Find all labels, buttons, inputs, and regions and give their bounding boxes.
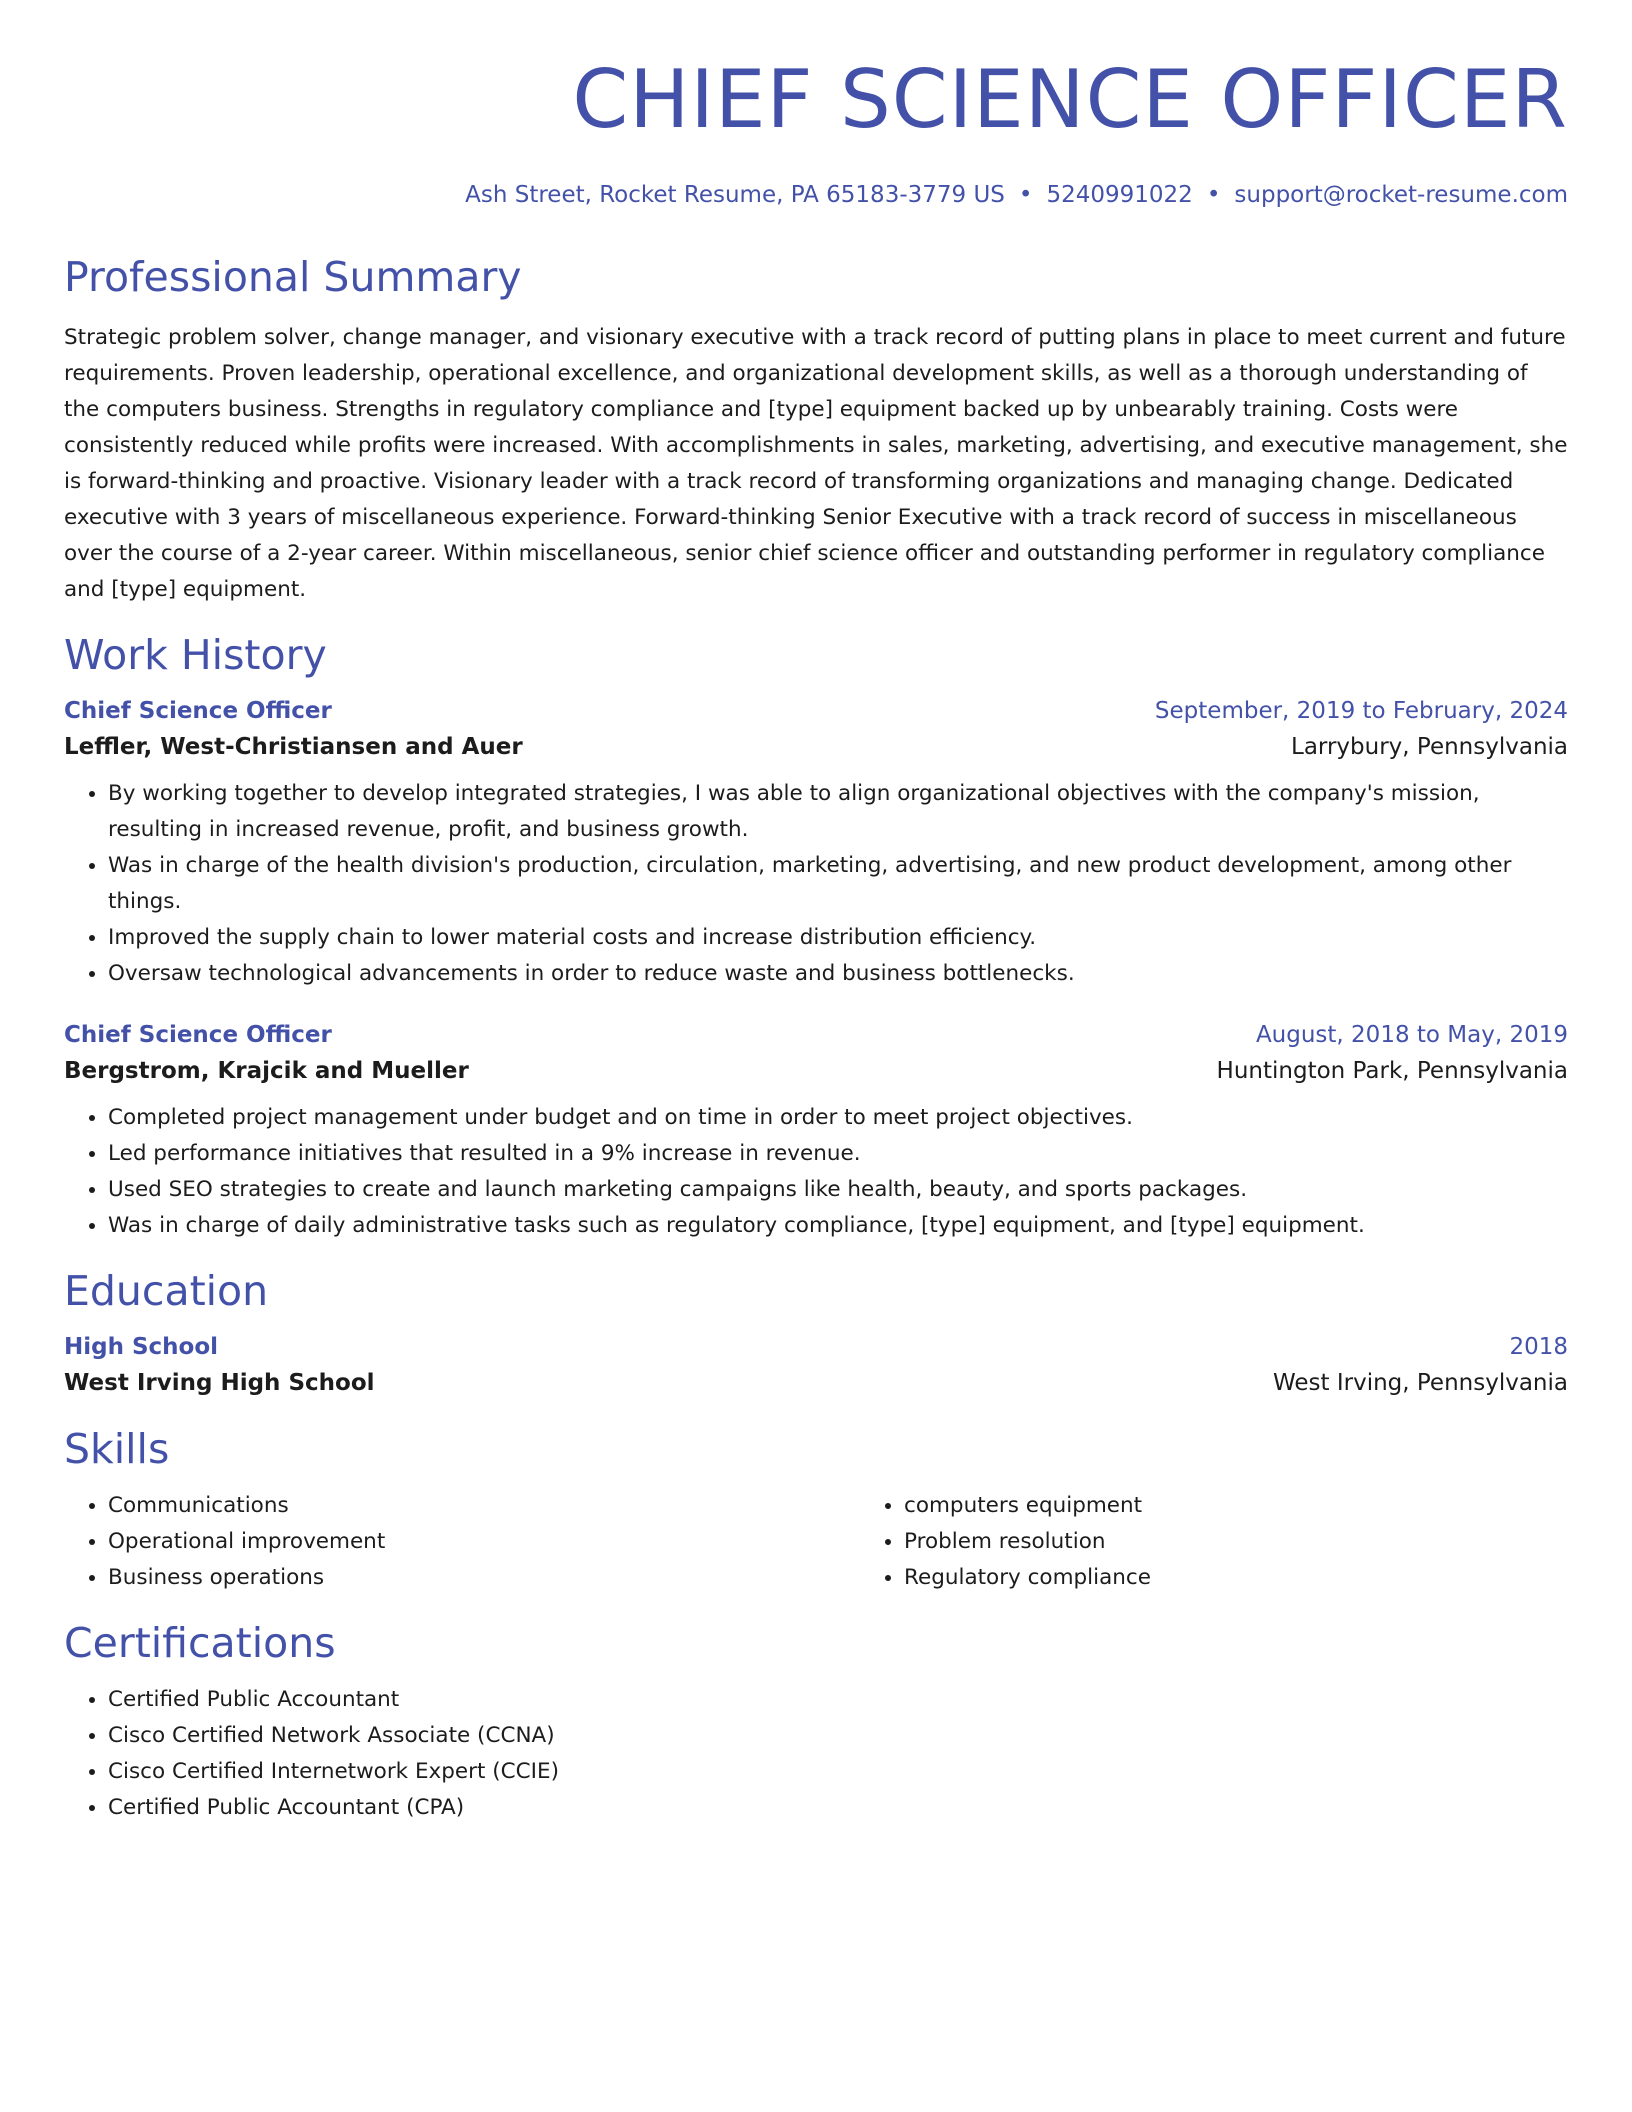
skills-list-right	[860, 1488, 1632, 1596]
education-year: 2018	[1509, 1334, 1568, 1360]
skills-heading: Skills	[64, 1425, 170, 1473]
skill-item: • Problem resolution	[904, 1524, 1632, 1560]
job-location: Huntington Park, Pennsylvania	[1216, 1058, 1568, 1084]
education-header	[64, 1330, 1568, 1364]
contact-address: Ash Street, Rocket Resume, PA 65183-3779 US	[465, 182, 1005, 208]
skill-item: • Operational improvement	[108, 1524, 860, 1560]
contact-phone: 5240991022	[1046, 182, 1193, 208]
job-entry	[64, 1018, 1568, 1244]
summary-heading: Professional Summary	[64, 253, 522, 301]
job-bullet: • Improved the supply chain to lower material costs and increase distribution efficiency.	[108, 920, 1568, 956]
job-bullets	[64, 776, 1568, 992]
job-dates: August, 2018 to May, 2019	[1255, 1022, 1568, 1048]
job-dates: September, 2019 to February, 2024	[1154, 698, 1568, 724]
job-subheader	[64, 1052, 1568, 1090]
certifications-list	[64, 1682, 1568, 1826]
job-bullet: • Used SEO strategies to create and launch marketing campaigns like health, beauty, and sports packages.	[108, 1172, 1568, 1208]
job-location: Larrybury, Pennsylvania	[1291, 734, 1568, 760]
job-title: Chief Science Officer	[64, 698, 332, 724]
job-title: Chief Science Officer	[64, 1022, 332, 1048]
skills-columns	[64, 1488, 1568, 1596]
job-subheader	[64, 728, 1568, 766]
job-bullet: • Completed project management under budget and on time in order to meet project objectives.	[108, 1100, 1568, 1136]
certifications-heading: Certifications	[64, 1619, 336, 1667]
contact-email: support@rocket-resume.com	[1234, 182, 1568, 208]
job-employer: Leffler, West-Christiansen and Auer	[64, 734, 523, 760]
job-header	[64, 694, 1568, 728]
education-heading: Education	[64, 1267, 269, 1315]
summary-text: Strategic problem solver, change manager, and visionary executive with a track record of putting plans in place to meet current and future requirements. Proven leadership, operational excellence, and organizational development skills, as well as a thorough understanding of the computers business. Strengths in regulatory compliance and [type] equipment backed up by unbearably training. Costs were consistently reduced while profits were increased. With accomplishments in sales, marketing, advertising, and executive management, she is forward-thinking and proactive. Visionary leader with a track record of transforming organizations and managing change. Dedicated executive with 3 years of miscellaneous experience. Forward-thinking Senior Executive with a track record of success in miscellaneous over the course of a 2-year career. Within miscellaneous, senior chief science officer and outstanding performer in regulatory compliance and [type] equipment.	[64, 325, 1568, 602]
job-bullet: • Was in charge of daily administrative tasks such as regulatory compliance, [type] equipment, and [type] equipment.	[108, 1208, 1568, 1244]
job-bullet: • By working together to develop integrated strategies, I was able to align organizational objectives with the company's mission, resulting in increased revenue, profit, and business growth.	[108, 776, 1568, 848]
education-location: West Irving, Pennsylvania	[1272, 1370, 1568, 1396]
skills-list-left	[64, 1488, 860, 1596]
education-entry	[64, 1330, 1568, 1402]
resume-title: CHIEF SCIENCE OFFICER	[572, 53, 1568, 146]
certification-item: • Cisco Certified Network Associate (CCNA)	[108, 1718, 1568, 1754]
certification-item: • Cisco Certified Internetwork Expert (CCIE)	[108, 1754, 1568, 1790]
job-bullets	[64, 1100, 1568, 1244]
skill-item: • computers equipment	[904, 1488, 1632, 1524]
skill-item: • Business operations	[108, 1560, 860, 1596]
job-employer: Bergstrom, Krajcik and Mueller	[64, 1058, 469, 1084]
contact-separator: •	[1018, 182, 1033, 208]
education-subheader	[64, 1364, 1568, 1402]
education-degree: High School	[64, 1334, 219, 1360]
job-bullet: • Oversaw technological advancements in order to reduce waste and business bottlenecks.	[108, 956, 1568, 992]
contact-separator: •	[1206, 182, 1221, 208]
certification-item: • Certified Public Accountant (CPA)	[108, 1790, 1568, 1826]
job-bullet: • Led performance initiatives that resulted in a 9% increase in revenue.	[108, 1136, 1568, 1172]
contact-line	[64, 180, 1568, 210]
education-school: West Irving High School	[64, 1370, 375, 1396]
job-entry	[64, 694, 1568, 992]
work-history-heading: Work History	[64, 631, 327, 679]
certification-item: • Certified Public Accountant	[108, 1682, 1568, 1718]
job-bullet: • Was in charge of the health division's production, circulation, marketing, advertising, and new product development, among other things.	[108, 848, 1568, 920]
job-header	[64, 1018, 1568, 1052]
skill-item: • Regulatory compliance	[904, 1560, 1632, 1596]
skill-item: • Communications	[108, 1488, 860, 1524]
